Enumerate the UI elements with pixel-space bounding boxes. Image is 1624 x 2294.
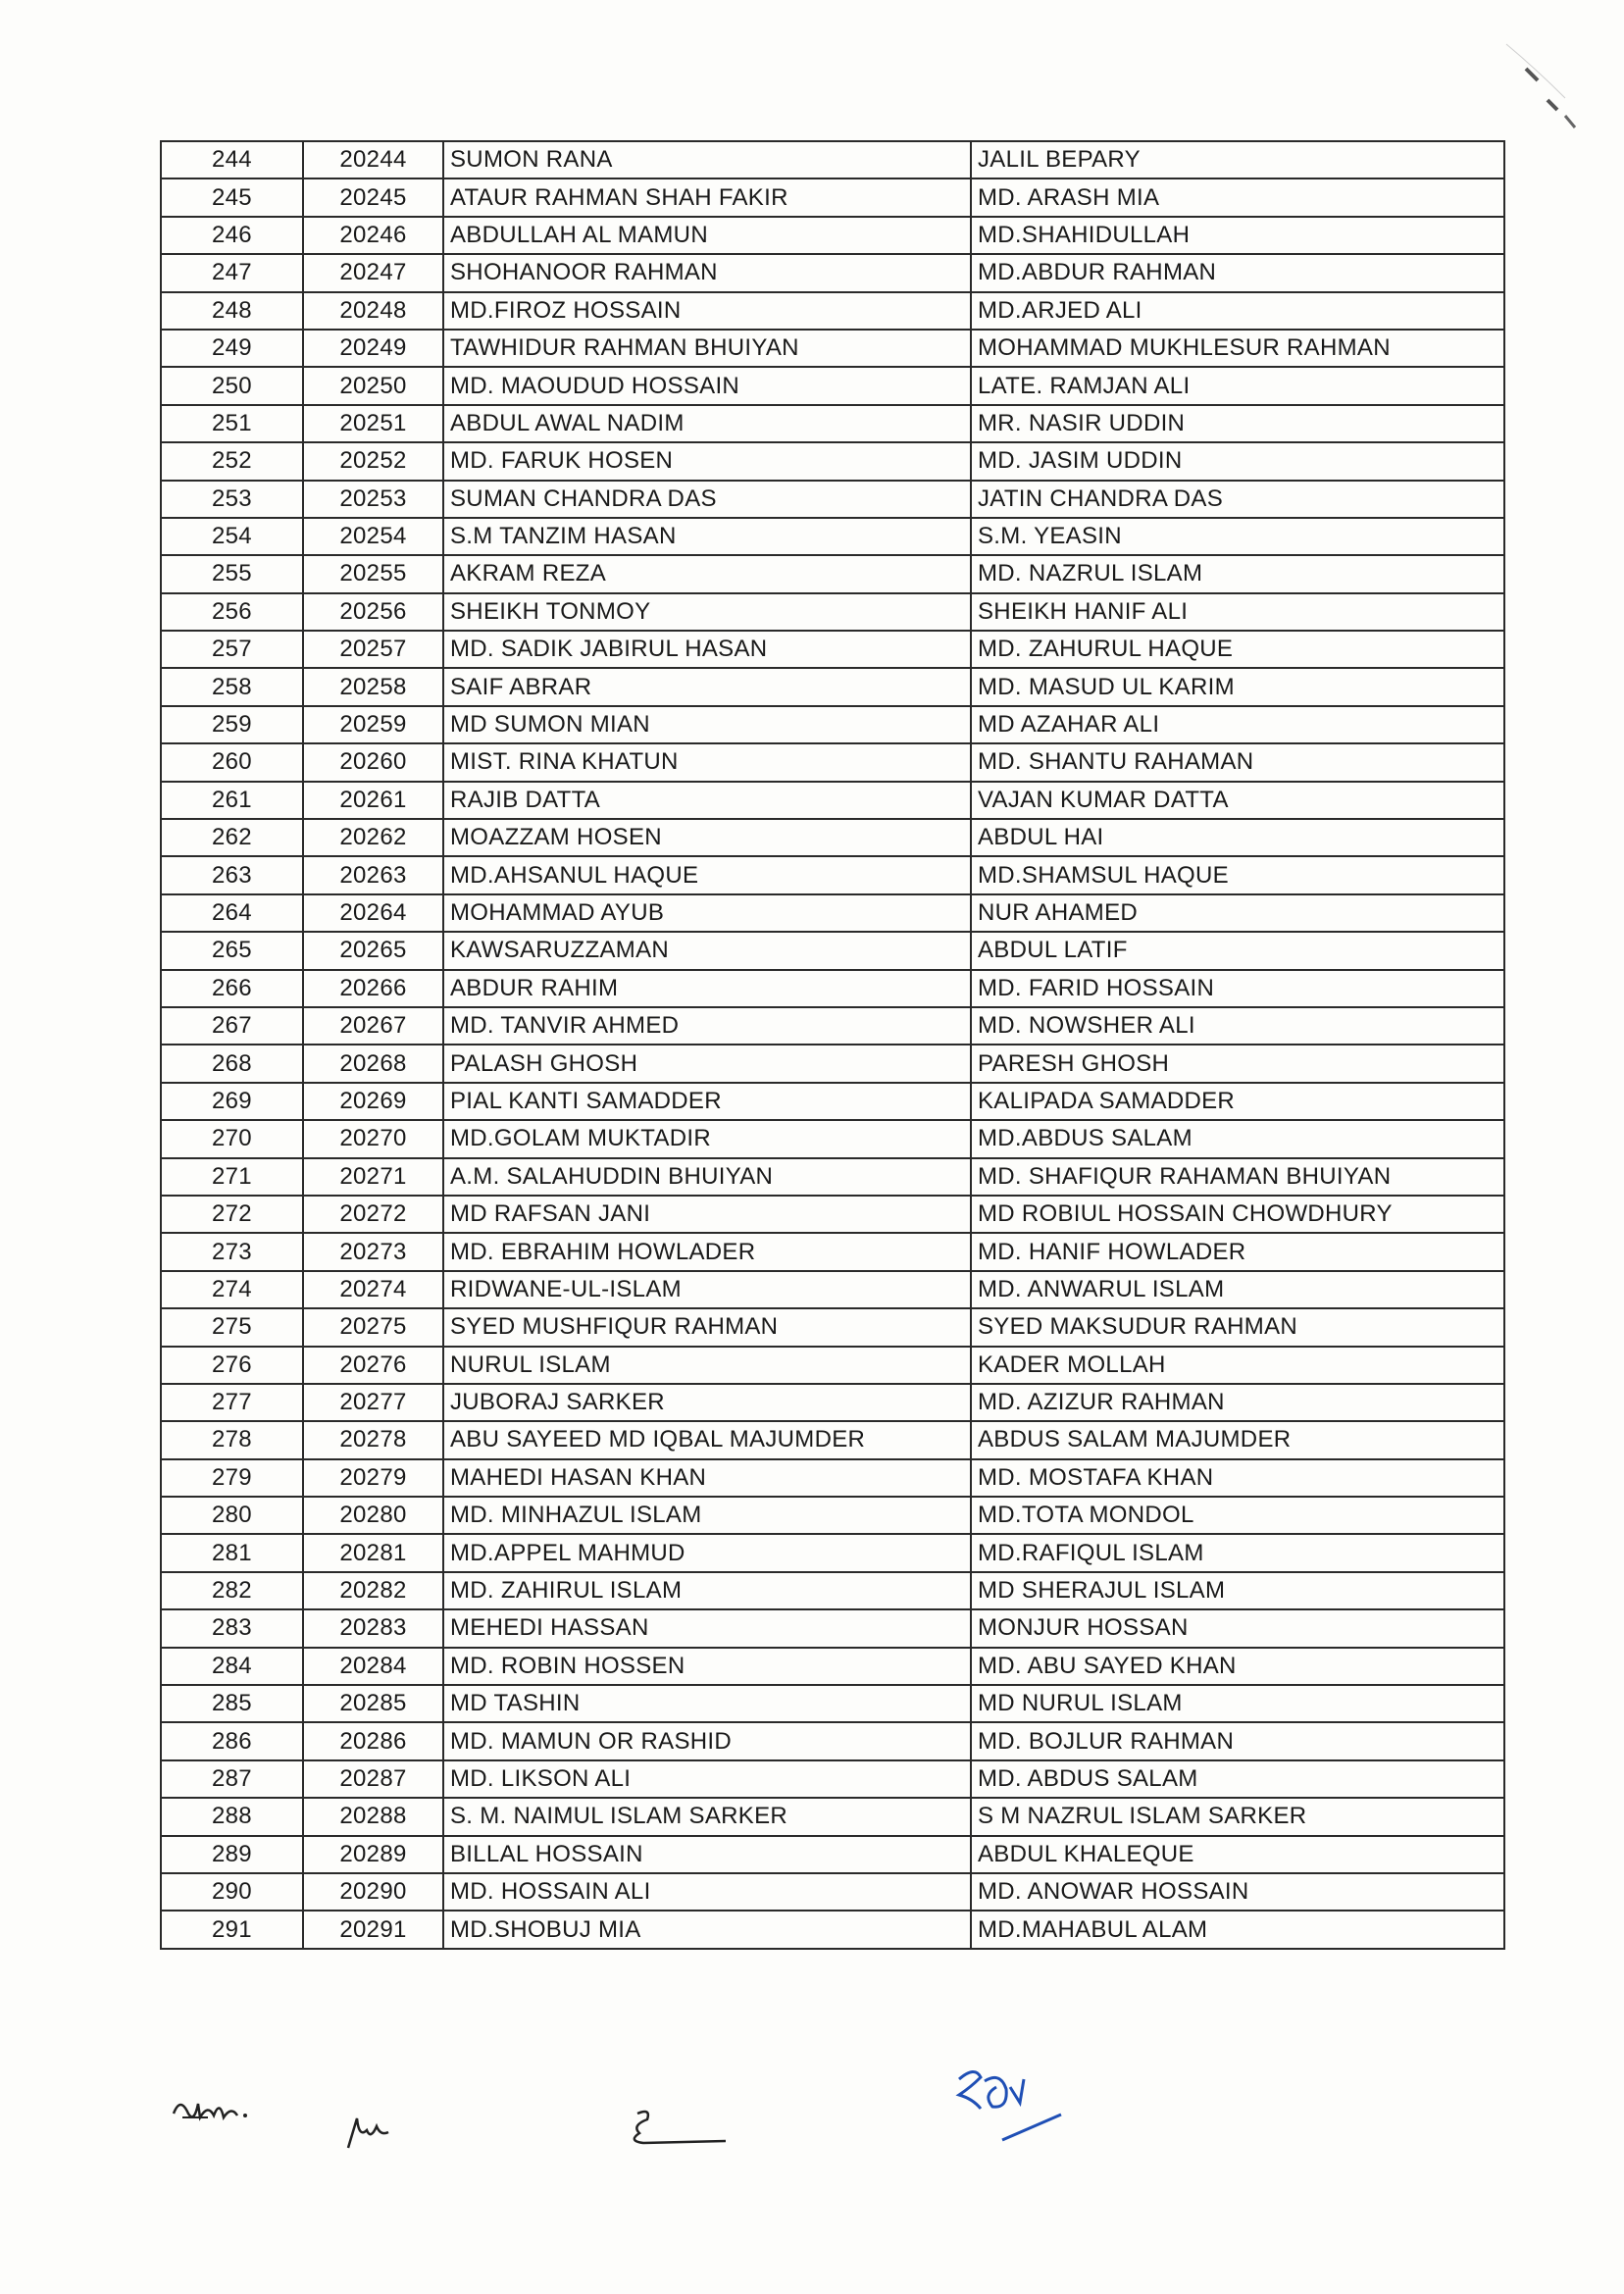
roll-cell: 20265: [303, 932, 443, 969]
name-cell: MD. LIKSON ALI: [443, 1760, 971, 1798]
roll-cell: 20258: [303, 668, 443, 705]
name-cell: ABU SAYEED MD IQBAL MAJUMDER: [443, 1421, 971, 1458]
roster-body: [161, 141, 1504, 1949]
serial-cell: 281: [161, 1534, 303, 1571]
father-name-cell: MD. FARID HOSSAIN: [971, 970, 1504, 1007]
roll-cell: 20251: [303, 405, 443, 442]
table-row: [161, 1459, 1504, 1497]
serial-cell: 248: [161, 292, 303, 330]
table-row: [161, 1760, 1504, 1798]
serial-cell: 249: [161, 330, 303, 367]
name-cell: MOHAMMAD AYUB: [443, 894, 971, 932]
table-row: [161, 518, 1504, 555]
table-row: [161, 1836, 1504, 1873]
name-cell: S.M TANZIM HASAN: [443, 518, 971, 555]
father-name-cell: MD.SHAHIDULLAH: [971, 217, 1504, 254]
father-name-cell: MOHAMMAD MUKHLESUR RAHMAN: [971, 330, 1504, 367]
serial-cell: 246: [161, 217, 303, 254]
serial-cell: 257: [161, 631, 303, 668]
roll-cell: 20264: [303, 894, 443, 932]
roll-cell: 20282: [303, 1572, 443, 1609]
serial-cell: 255: [161, 555, 303, 592]
roll-cell: 20250: [303, 367, 443, 404]
father-name-cell: MD. ZAHURUL HAQUE: [971, 631, 1504, 668]
name-cell: MD.FIROZ HOSSAIN: [443, 292, 971, 330]
name-cell: RAJIB DATTA: [443, 782, 971, 819]
roll-cell: 20286: [303, 1722, 443, 1759]
table-row: [161, 1648, 1504, 1685]
student-roster-table: [160, 140, 1505, 1950]
father-name-cell: MD. MOSTAFA KHAN: [971, 1459, 1504, 1497]
serial-cell: 252: [161, 442, 303, 480]
name-cell: SUMON RANA: [443, 141, 971, 178]
father-name-cell: S.M. YEASIN: [971, 518, 1504, 555]
name-cell: TAWHIDUR RAHMAN BHUIYAN: [443, 330, 971, 367]
roll-cell: 20275: [303, 1308, 443, 1346]
serial-cell: 268: [161, 1045, 303, 1082]
father-name-cell: SHEIKH HANIF ALI: [971, 593, 1504, 631]
serial-cell: 270: [161, 1120, 303, 1157]
name-cell: PIAL KANTI SAMADDER: [443, 1083, 971, 1120]
roll-cell: 20267: [303, 1007, 443, 1045]
father-name-cell: MD. SHANTU RAHAMAN: [971, 743, 1504, 781]
father-name-cell: MD. HANIF HOWLADER: [971, 1233, 1504, 1270]
roll-cell: 20244: [303, 141, 443, 178]
name-cell: SHEIKH TONMOY: [443, 593, 971, 631]
table-row: [161, 292, 1504, 330]
table-row: [161, 1685, 1504, 1722]
serial-cell: 287: [161, 1760, 303, 1798]
father-name-cell: MD. JASIM UDDIN: [971, 442, 1504, 480]
serial-cell: 258: [161, 668, 303, 705]
father-name-cell: MD NURUL ISLAM: [971, 1685, 1504, 1722]
roll-cell: 20273: [303, 1233, 443, 1270]
name-cell: SHOHANOOR RAHMAN: [443, 254, 971, 291]
name-cell: MD. HOSSAIN ALI: [443, 1873, 971, 1911]
name-cell: MD. EBRAHIM HOWLADER: [443, 1233, 971, 1270]
serial-cell: 278: [161, 1421, 303, 1458]
table-row: [161, 217, 1504, 254]
father-name-cell: MD. ABU SAYED KHAN: [971, 1648, 1504, 1685]
name-cell: BILLAL HOSSAIN: [443, 1836, 971, 1873]
father-name-cell: MD. SHAFIQUR RAHAMAN BHUIYAN: [971, 1158, 1504, 1196]
father-name-cell: SYED MAKSUDUR RAHMAN: [971, 1308, 1504, 1346]
roll-cell: 20268: [303, 1045, 443, 1082]
serial-cell: 283: [161, 1609, 303, 1647]
roll-cell: 20253: [303, 481, 443, 518]
father-name-cell: NUR AHAMED: [971, 894, 1504, 932]
serial-cell: 269: [161, 1083, 303, 1120]
serial-cell: 263: [161, 856, 303, 893]
serial-cell: 285: [161, 1685, 303, 1722]
serial-cell: 244: [161, 141, 303, 178]
name-cell: KAWSARUZZAMAN: [443, 932, 971, 969]
name-cell: ABDUR RAHIM: [443, 970, 971, 1007]
table-row: [161, 405, 1504, 442]
father-name-cell: VAJAN KUMAR DATTA: [971, 782, 1504, 819]
name-cell: SUMAN CHANDRA DAS: [443, 481, 971, 518]
roll-cell: 20247: [303, 254, 443, 291]
table-row: [161, 254, 1504, 291]
roll-cell: 20256: [303, 593, 443, 631]
page-number-mark: [951, 2060, 1069, 2148]
serial-cell: 282: [161, 1572, 303, 1609]
table-row: [161, 782, 1504, 819]
roll-cell: 20276: [303, 1347, 443, 1384]
name-cell: MD RAFSAN JANI: [443, 1196, 971, 1233]
roll-cell: 20263: [303, 856, 443, 893]
father-name-cell: KALIPADA SAMADDER: [971, 1083, 1504, 1120]
father-name-cell: MD. NOWSHER ALI: [971, 1007, 1504, 1045]
father-name-cell: JALIL BEPARY: [971, 141, 1504, 178]
name-cell: MD. TANVIR AHMED: [443, 1007, 971, 1045]
roll-cell: 20288: [303, 1798, 443, 1835]
father-name-cell: MD. AZIZUR RAHMAN: [971, 1384, 1504, 1421]
roll-cell: 20277: [303, 1384, 443, 1421]
name-cell: MD. ROBIN HOSSEN: [443, 1648, 971, 1685]
table-row: [161, 593, 1504, 631]
father-name-cell: MD. ANWARUL ISLAM: [971, 1271, 1504, 1308]
name-cell: S. M. NAIMUL ISLAM SARKER: [443, 1798, 971, 1835]
serial-cell: 245: [161, 178, 303, 216]
father-name-cell: MD. ABDUS SALAM: [971, 1760, 1504, 1798]
serial-cell: 274: [161, 1271, 303, 1308]
father-name-cell: MD. BOJLUR RAHMAN: [971, 1722, 1504, 1759]
roll-cell: 20279: [303, 1459, 443, 1497]
roll-cell: 20248: [303, 292, 443, 330]
roll-cell: 20249: [303, 330, 443, 367]
roll-cell: 20287: [303, 1760, 443, 1798]
father-name-cell: MD. ARASH MIA: [971, 178, 1504, 216]
table-row: [161, 631, 1504, 668]
serial-cell: 277: [161, 1384, 303, 1421]
name-cell: ATAUR RAHMAN SHAH FAKIR: [443, 178, 971, 216]
serial-cell: 271: [161, 1158, 303, 1196]
name-cell: MD.SHOBUJ MIA: [443, 1911, 971, 1948]
signature-3: [618, 2104, 736, 2153]
name-cell: AKRAM REZA: [443, 555, 971, 592]
serial-cell: 254: [161, 518, 303, 555]
father-name-cell: ABDUL HAI: [971, 819, 1504, 856]
serial-cell: 288: [161, 1798, 303, 1835]
table-row: [161, 856, 1504, 893]
roll-cell: 20278: [303, 1421, 443, 1458]
signature-2: [343, 2109, 392, 2158]
serial-cell: 275: [161, 1308, 303, 1346]
table-row: [161, 894, 1504, 932]
father-name-cell: MD.TOTA MONDOL: [971, 1497, 1504, 1534]
name-cell: MAHEDI HASAN KHAN: [443, 1459, 971, 1497]
name-cell: JUBORAJ SARKER: [443, 1384, 971, 1421]
table-row: [161, 367, 1504, 404]
table-row: [161, 178, 1504, 216]
name-cell: MIST. RINA KHATUN: [443, 743, 971, 781]
table-row: [161, 555, 1504, 592]
name-cell: ABDULLAH AL MAMUN: [443, 217, 971, 254]
father-name-cell: MD.ABDUS SALAM: [971, 1120, 1504, 1157]
roll-cell: 20281: [303, 1534, 443, 1571]
father-name-cell: ABDUS SALAM MAJUMDER: [971, 1421, 1504, 1458]
table-row: [161, 481, 1504, 518]
serial-cell: 280: [161, 1497, 303, 1534]
name-cell: MOAZZAM HOSEN: [443, 819, 971, 856]
serial-cell: 286: [161, 1722, 303, 1759]
name-cell: MD. SADIK JABIRUL HASAN: [443, 631, 971, 668]
father-name-cell: MD SHERAJUL ISLAM: [971, 1572, 1504, 1609]
table-row: [161, 1347, 1504, 1384]
name-cell: SYED MUSHFIQUR RAHMAN: [443, 1308, 971, 1346]
roll-cell: 20245: [303, 178, 443, 216]
name-cell: MD.GOLAM MUKTADIR: [443, 1120, 971, 1157]
father-name-cell: ABDUL LATIF: [971, 932, 1504, 969]
table-row: [161, 141, 1504, 178]
serial-cell: 264: [161, 894, 303, 932]
roll-cell: 20271: [303, 1158, 443, 1196]
scan-corner-marks: [1497, 39, 1585, 147]
table-row: [161, 1120, 1504, 1157]
table-row: [161, 1497, 1504, 1534]
roll-cell: 20260: [303, 743, 443, 781]
serial-cell: 273: [161, 1233, 303, 1270]
father-name-cell: ABDUL KHALEQUE: [971, 1836, 1504, 1873]
serial-cell: 279: [161, 1459, 303, 1497]
serial-cell: 259: [161, 706, 303, 743]
table-row: [161, 1873, 1504, 1911]
name-cell: MD. MINHAZUL ISLAM: [443, 1497, 971, 1534]
name-cell: NURUL ISLAM: [443, 1347, 971, 1384]
father-name-cell: MD.RAFIQUL ISLAM: [971, 1534, 1504, 1571]
name-cell: MD.AHSANUL HAQUE: [443, 856, 971, 893]
name-cell: MD. MAOUDUD HOSSAIN: [443, 367, 971, 404]
name-cell: MD. MAMUN OR RASHID: [443, 1722, 971, 1759]
serial-cell: 267: [161, 1007, 303, 1045]
name-cell: MD. FARUK HOSEN: [443, 442, 971, 480]
roll-cell: 20270: [303, 1120, 443, 1157]
father-name-cell: JATIN CHANDRA DAS: [971, 481, 1504, 518]
table-row: [161, 1722, 1504, 1759]
father-name-cell: MD. NAZRUL ISLAM: [971, 555, 1504, 592]
father-name-cell: PARESH GHOSH: [971, 1045, 1504, 1082]
roll-cell: 20254: [303, 518, 443, 555]
roll-cell: 20274: [303, 1271, 443, 1308]
table-row: [161, 1798, 1504, 1835]
table-row: [161, 442, 1504, 480]
father-name-cell: MONJUR HOSSAN: [971, 1609, 1504, 1647]
father-name-cell: KADER MOLLAH: [971, 1347, 1504, 1384]
table-row: [161, 1384, 1504, 1421]
table-row: [161, 1911, 1504, 1948]
table-row: [161, 819, 1504, 856]
roll-cell: 20291: [303, 1911, 443, 1948]
roll-cell: 20283: [303, 1609, 443, 1647]
serial-cell: 265: [161, 932, 303, 969]
serial-cell: 291: [161, 1911, 303, 1948]
serial-cell: 272: [161, 1196, 303, 1233]
table-row: [161, 1421, 1504, 1458]
roll-cell: 20262: [303, 819, 443, 856]
table-row: [161, 1158, 1504, 1196]
table-row: [161, 1308, 1504, 1346]
table-row: [161, 1271, 1504, 1308]
roll-cell: 20269: [303, 1083, 443, 1120]
serial-cell: 261: [161, 782, 303, 819]
roll-cell: 20272: [303, 1196, 443, 1233]
father-name-cell: MD.ARJED ALI: [971, 292, 1504, 330]
father-name-cell: MR. NASIR UDDIN: [971, 405, 1504, 442]
roll-cell: 20261: [303, 782, 443, 819]
roll-cell: 20266: [303, 970, 443, 1007]
father-name-cell: MD. ANOWAR HOSSAIN: [971, 1873, 1504, 1911]
roll-cell: 20257: [303, 631, 443, 668]
name-cell: MD SUMON MIAN: [443, 706, 971, 743]
roll-cell: 20285: [303, 1685, 443, 1722]
serial-cell: 276: [161, 1347, 303, 1384]
roll-cell: 20284: [303, 1648, 443, 1685]
name-cell: MD.APPEL MAHMUD: [443, 1534, 971, 1571]
father-name-cell: MD AZAHAR ALI: [971, 706, 1504, 743]
serial-cell: 262: [161, 819, 303, 856]
table-row: [161, 1233, 1504, 1270]
father-name-cell: S M NAZRUL ISLAM SARKER: [971, 1798, 1504, 1835]
father-name-cell: MD ROBIUL HOSSAIN CHOWDHURY: [971, 1196, 1504, 1233]
signature-1: [169, 2084, 257, 2133]
table-row: [161, 330, 1504, 367]
serial-cell: 260: [161, 743, 303, 781]
name-cell: PALASH GHOSH: [443, 1045, 971, 1082]
name-cell: MD TASHIN: [443, 1685, 971, 1722]
serial-cell: 290: [161, 1873, 303, 1911]
table-row: [161, 706, 1504, 743]
serial-cell: 253: [161, 481, 303, 518]
name-cell: A.M. SALAHUDDIN BHUIYAN: [443, 1158, 971, 1196]
roll-cell: 20246: [303, 217, 443, 254]
serial-cell: 266: [161, 970, 303, 1007]
table-row: [161, 1609, 1504, 1647]
name-cell: MD. ZAHIRUL ISLAM: [443, 1572, 971, 1609]
name-cell: RIDWANE-UL-ISLAM: [443, 1271, 971, 1308]
serial-cell: 256: [161, 593, 303, 631]
table-row: [161, 1045, 1504, 1082]
table-row: [161, 1534, 1504, 1571]
name-cell: MEHEDI HASSAN: [443, 1609, 971, 1647]
father-name-cell: MD.SHAMSUL HAQUE: [971, 856, 1504, 893]
table-row: [161, 668, 1504, 705]
serial-cell: 250: [161, 367, 303, 404]
father-name-cell: MD.ABDUR RAHMAN: [971, 254, 1504, 291]
roll-cell: 20290: [303, 1873, 443, 1911]
name-cell: ABDUL AWAL NADIM: [443, 405, 971, 442]
serial-cell: 289: [161, 1836, 303, 1873]
table-row: [161, 970, 1504, 1007]
serial-cell: 247: [161, 254, 303, 291]
roll-cell: 20259: [303, 706, 443, 743]
table-row: [161, 1083, 1504, 1120]
table-row: [161, 932, 1504, 969]
father-name-cell: MD. MASUD UL KARIM: [971, 668, 1504, 705]
father-name-cell: LATE. RAMJAN ALI: [971, 367, 1504, 404]
table-row: [161, 1007, 1504, 1045]
roll-cell: 20280: [303, 1497, 443, 1534]
roll-cell: 20255: [303, 555, 443, 592]
table-row: [161, 1196, 1504, 1233]
serial-cell: 251: [161, 405, 303, 442]
name-cell: SAIF ABRAR: [443, 668, 971, 705]
roll-cell: 20252: [303, 442, 443, 480]
table-row: [161, 743, 1504, 781]
father-name-cell: MD.MAHABUL ALAM: [971, 1911, 1504, 1948]
table-row: [161, 1572, 1504, 1609]
roll-cell: 20289: [303, 1836, 443, 1873]
serial-cell: 284: [161, 1648, 303, 1685]
